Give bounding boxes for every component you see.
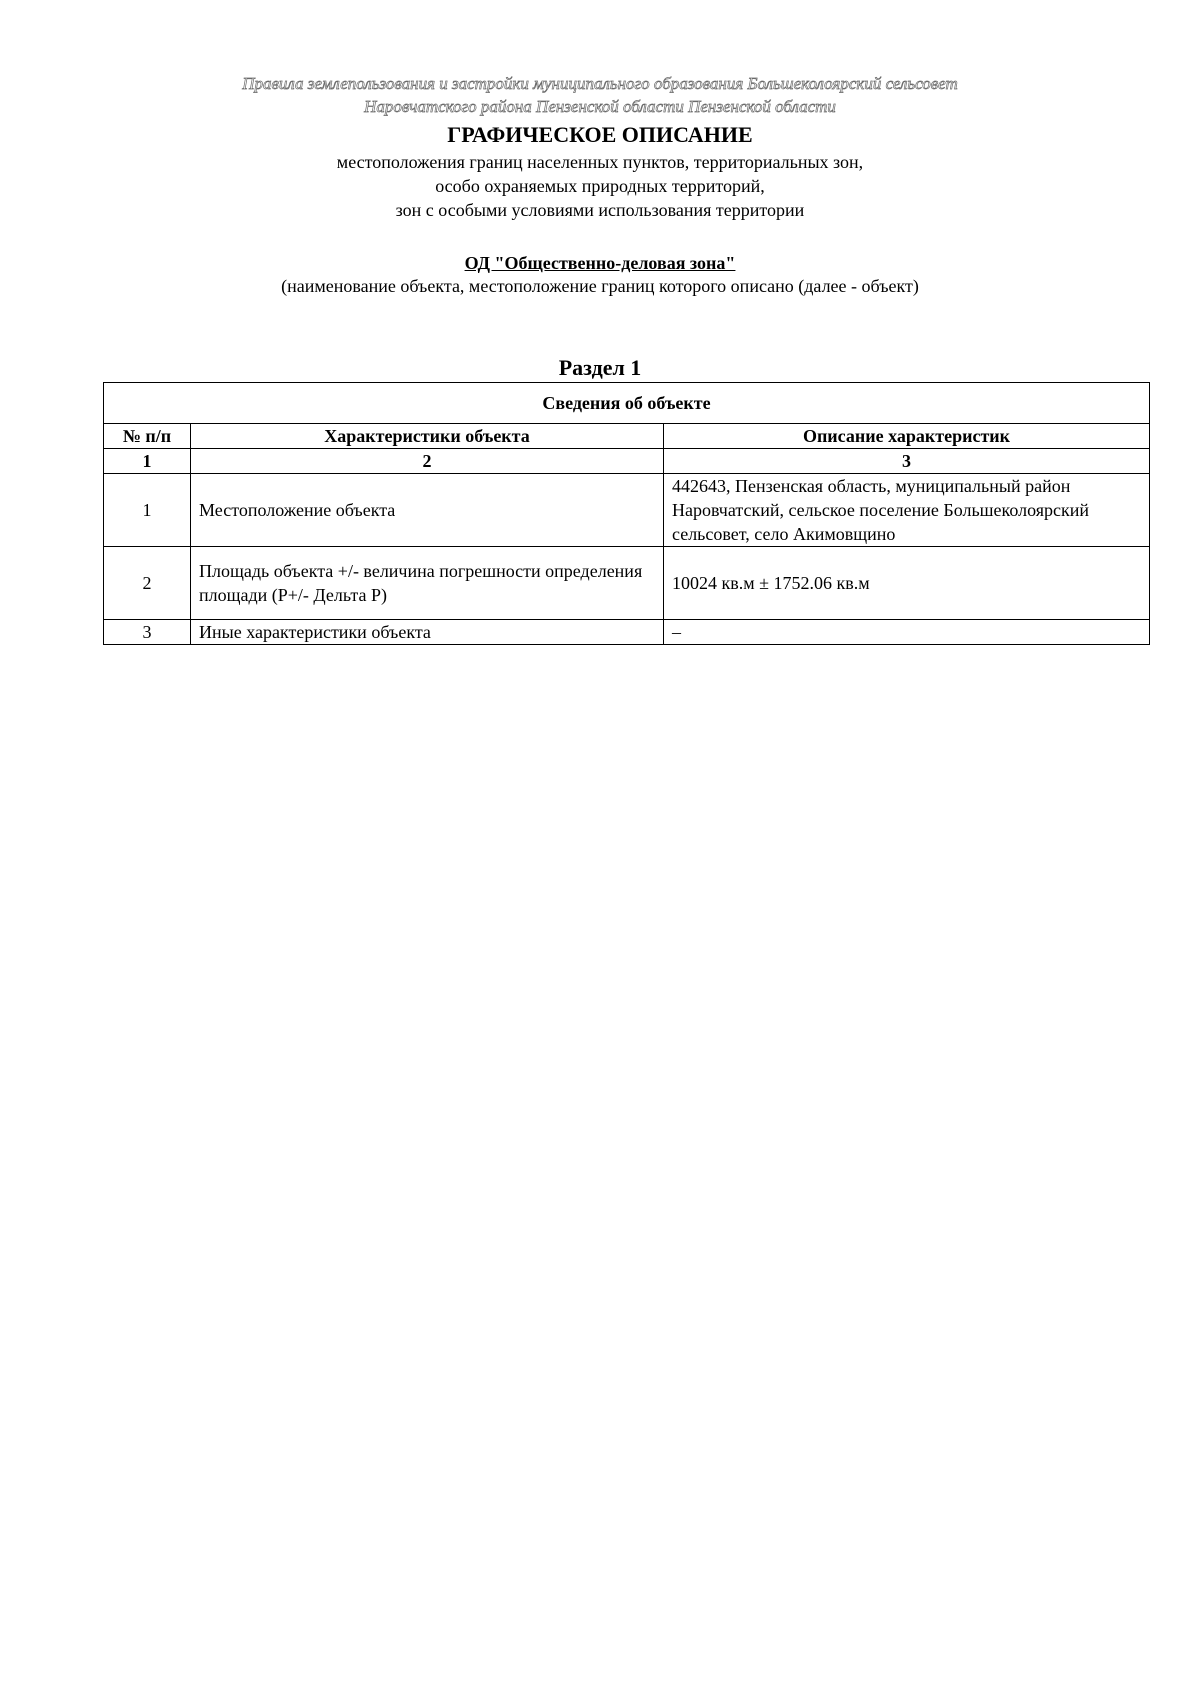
running-header-line-1: Правила землепользования и застройки муниципального образования Большеколоярский сельсовет: [242, 74, 958, 93]
subtitle-line-1: местоположения границ населенных пунктов, территориальных зон,: [336, 152, 864, 172]
row-description: 442643, Пензенская область, муниципальный район Наровчатский, сельское поселение Большеколоярский сельсовет, село Акимовщино: [664, 474, 1150, 547]
row-description: 10024 кв.м ± 1752.06 кв.м: [664, 547, 1150, 620]
table-caption: Сведения об объекте: [104, 383, 1150, 424]
table-caption-row: [104, 383, 1150, 424]
row-number: 3: [104, 620, 191, 645]
table-header-row: [104, 424, 1150, 449]
column-number-row: [104, 449, 1150, 474]
table-row: [104, 620, 1150, 645]
section-title: Раздел 1: [558, 355, 642, 380]
row-characteristic: Местоположение объекта: [191, 474, 664, 547]
object-caption: (наименование объекта, местоположение границ которого описано (далее - объект): [281, 276, 919, 296]
column-header-characteristic: Характеристики объекта: [191, 424, 664, 449]
column-header-description: Описание характеристик: [664, 424, 1150, 449]
row-description: –: [664, 620, 1150, 645]
running-header-line-2: Наровчатского района Пензенской области Пензенской области: [364, 97, 836, 116]
column-number-2: 2: [191, 449, 664, 474]
row-number: 2: [104, 547, 191, 620]
subtitle-line-2: особо охраняемых природных территорий,: [435, 176, 765, 196]
column-number-1: 1: [104, 449, 191, 474]
document-title: ГРАФИЧЕСКОЕ ОПИСАНИЕ: [447, 122, 753, 147]
subtitle-line-3: зон с особыми условиями использования территории: [395, 200, 805, 220]
row-characteristic: Площадь объекта +/- величина погрешности определения площади (Р+/- Дельта Р): [191, 547, 664, 620]
column-number-3: 3: [664, 449, 1150, 474]
table-row: [104, 474, 1150, 547]
table-row: [104, 547, 1150, 620]
row-characteristic: Иные характеристики объекта: [191, 620, 664, 645]
object-name: ОД "Общественно-деловая зона": [464, 253, 736, 273]
object-info-table: [103, 382, 1150, 645]
row-number: 1: [104, 474, 191, 547]
column-header-number: № п/п: [104, 424, 191, 449]
